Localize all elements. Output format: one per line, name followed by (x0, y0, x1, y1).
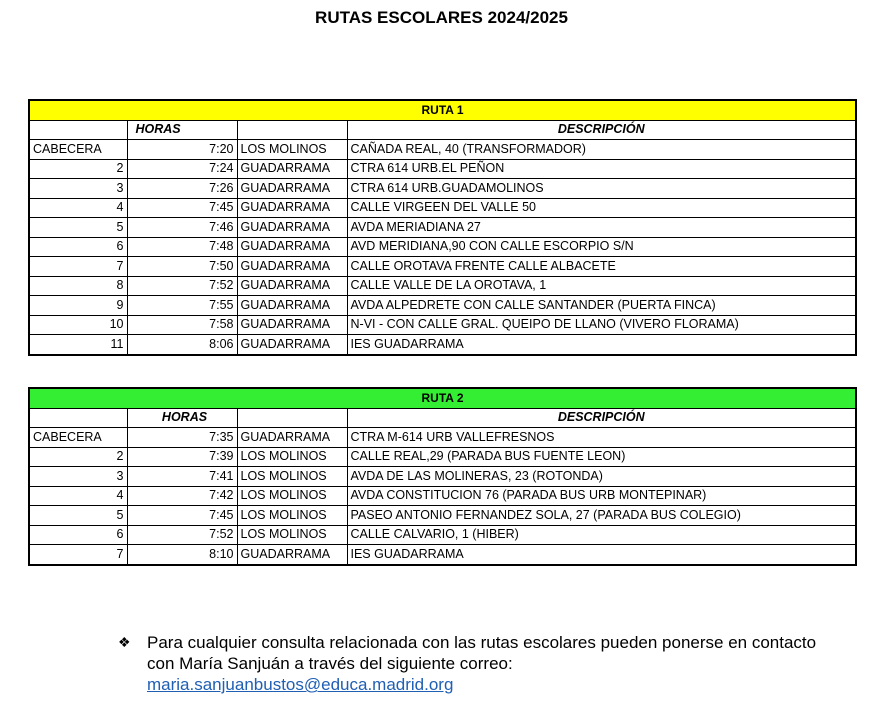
stop-time: 8:06 (127, 335, 237, 355)
stop-description: CALLE VALLE DE LA OROTAVA, 1 (347, 276, 856, 296)
stop-time: 7:48 (127, 237, 237, 257)
stop-town: GUADARRAMA (237, 198, 347, 218)
stop-number: 8 (29, 276, 127, 296)
column-header-description: DESCRIPCIÓN (347, 408, 856, 428)
route-1-column-headers (29, 120, 856, 140)
table-row (29, 198, 856, 218)
diamond-bullet-icon: ❖ (118, 634, 131, 650)
table-row (29, 506, 856, 526)
column-header-hours: HORAS (127, 408, 237, 428)
stop-description: PASEO ANTONIO FERNANDEZ SOLA, 27 (PARADA BUS COLEGIO) (347, 506, 856, 526)
stop-description: AVDA CONSTITUCION 76 (PARADA BUS URB MONTEPINAR) (347, 486, 856, 506)
stop-description: CAÑADA REAL, 40 (TRANSFORMADOR) (347, 140, 856, 160)
stop-town: GUADARRAMA (237, 315, 347, 335)
stop-number: 3 (29, 467, 127, 487)
stop-description: AVDA MERIADIANA 27 (347, 218, 856, 238)
stop-town: GUADARRAMA (237, 257, 347, 277)
stop-time: 7:52 (127, 525, 237, 545)
stop-number: 7 (29, 545, 127, 565)
table-row (29, 159, 856, 179)
stop-town: LOS MOLINOS (237, 506, 347, 526)
stop-time: 7:52 (127, 276, 237, 296)
stop-number: 5 (29, 506, 127, 526)
route-2-header-row (29, 388, 856, 408)
stop-town: GUADARRAMA (237, 335, 347, 355)
stop-town: LOS MOLINOS (237, 486, 347, 506)
table-row (29, 276, 856, 296)
stop-town: GUADARRAMA (237, 159, 347, 179)
stop-time: 7:39 (127, 447, 237, 467)
route-2-table (28, 387, 857, 566)
stop-number: 6 (29, 525, 127, 545)
table-row (29, 296, 856, 316)
route-1-header-row (29, 100, 856, 120)
table-row (29, 179, 856, 199)
stop-time: 7:24 (127, 159, 237, 179)
stop-number: 9 (29, 296, 127, 316)
contact-note (118, 632, 838, 695)
stop-description: AVD MERIDIANA,90 CON CALLE ESCORPIO S/N (347, 237, 856, 257)
column-header-place (237, 408, 347, 428)
stop-number: 4 (29, 486, 127, 506)
stop-number: CABECERA (29, 428, 127, 448)
stop-description: IES GUADARRAMA (347, 545, 856, 565)
stop-number: 7 (29, 257, 127, 277)
stop-description: CTRA 614 URB.GUADAMOLINOS (347, 179, 856, 199)
stop-time: 7:42 (127, 486, 237, 506)
stop-time: 7:46 (127, 218, 237, 238)
route-1-body (29, 100, 856, 355)
stop-time: 8:10 (127, 545, 237, 565)
stop-time: 7:45 (127, 506, 237, 526)
stop-description: IES GUADARRAMA (347, 335, 856, 355)
stop-time: 7:20 (127, 140, 237, 160)
stop-time: 7:35 (127, 428, 237, 448)
table-row (29, 525, 856, 545)
table-row (29, 140, 856, 160)
stop-time: 7:26 (127, 179, 237, 199)
stop-description: CTRA 614 URB.EL PEÑON (347, 159, 856, 179)
stop-time: 7:45 (127, 198, 237, 218)
stop-description: AVDA ALPEDRETE CON CALLE SANTANDER (PUERTA FINCA) (347, 296, 856, 316)
route-1-table (28, 99, 857, 356)
stop-number: 2 (29, 159, 127, 179)
stop-number: 3 (29, 179, 127, 199)
stop-town: GUADARRAMA (237, 276, 347, 296)
stop-description: CALLE OROTAVA FRENTE CALLE ALBACETE (347, 257, 856, 277)
stop-town: GUADARRAMA (237, 428, 347, 448)
route-2-body (29, 388, 856, 565)
document-title: RUTAS ESCOLARES 2024/2025 (315, 8, 568, 27)
route-1-name: RUTA 1 (29, 100, 856, 120)
stop-number: 6 (29, 237, 127, 257)
column-header-number (29, 120, 127, 140)
stop-time: 7:58 (127, 315, 237, 335)
stop-time: 7:55 (127, 296, 237, 316)
stop-town: GUADARRAMA (237, 545, 347, 565)
stop-town: GUADARRAMA (237, 296, 347, 316)
table-row (29, 315, 856, 335)
stop-town: LOS MOLINOS (237, 467, 347, 487)
stop-number: 2 (29, 447, 127, 467)
table-row (29, 467, 856, 487)
stop-description: CALLE CALVARIO, 1 (HIBER) (347, 525, 856, 545)
stop-town: LOS MOLINOS (237, 447, 347, 467)
stop-number: 4 (29, 198, 127, 218)
table-row (29, 237, 856, 257)
column-header-number (29, 408, 127, 428)
stop-town: GUADARRAMA (237, 237, 347, 257)
stop-town: GUADARRAMA (237, 218, 347, 238)
column-header-place (237, 120, 347, 140)
contact-note-text: Para cualquier consulta relacionada con las rutas escolares pueden ponerse en contacto con María Sanjuán a través del siguiente correo: (147, 633, 817, 673)
route-2-column-headers (29, 408, 856, 428)
column-header-description: DESCRIPCIÓN (347, 120, 856, 140)
stop-number: 10 (29, 315, 127, 335)
column-header-hours: HORAS (127, 120, 237, 140)
table-row (29, 545, 856, 565)
table-row (29, 447, 856, 467)
stop-number: 5 (29, 218, 127, 238)
stop-time: 7:41 (127, 467, 237, 487)
stop-description: CALLE VIRGEEN DEL VALLE 50 (347, 198, 856, 218)
stop-town: LOS MOLINOS (237, 525, 347, 545)
stop-description: CALLE REAL,29 (PARADA BUS FUENTE LEON) (347, 447, 856, 467)
stop-number: 11 (29, 335, 127, 355)
contact-email-link[interactable]: maria.sanjuanbustos@educa.madrid.org (147, 675, 454, 694)
table-row (29, 218, 856, 238)
stop-number: CABECERA (29, 140, 127, 160)
stop-description: AVDA DE LAS MOLINERAS, 23 (ROTONDA) (347, 467, 856, 487)
table-row (29, 486, 856, 506)
route-2-name: RUTA 2 (29, 388, 856, 408)
stop-town: LOS MOLINOS (237, 140, 347, 160)
stop-description: N-VI - CON CALLE GRAL. QUEIPO DE LLANO (VIVERO FLORAMA) (347, 315, 856, 335)
table-row (29, 335, 856, 355)
table-row (29, 428, 856, 448)
stop-description: CTRA M-614 URB VALLEFRESNOS (347, 428, 856, 448)
stop-town: GUADARRAMA (237, 179, 347, 199)
table-row (29, 257, 856, 277)
stop-time: 7:50 (127, 257, 237, 277)
